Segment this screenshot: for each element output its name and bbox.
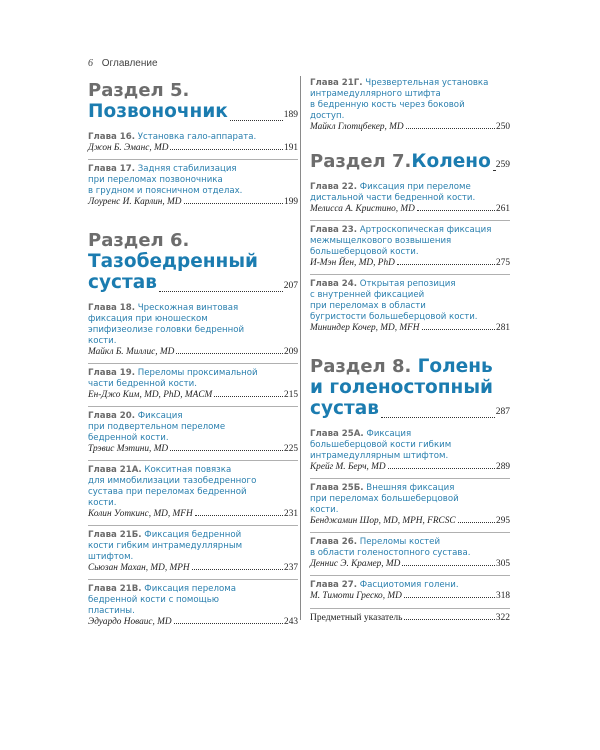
chapter-author: Крейг М. Берч, MD <box>310 462 386 472</box>
subject-index-page: 322 <box>495 613 510 623</box>
chapter-author-line <box>310 258 510 269</box>
chapter-number: Глава 21Б. <box>88 530 142 540</box>
dot-leader <box>184 203 284 204</box>
chapter-author: Деннис Э. Крамер, MD <box>310 559 401 569</box>
chapter-entry <box>88 132 298 154</box>
chapter-title-line: Глава 19. Переломы проксимальной <box>88 368 258 378</box>
section-title-line <box>88 101 298 126</box>
section-heading <box>310 151 510 176</box>
chapter-title-line: в грудном и поясничном отделах. <box>88 186 243 196</box>
chapter-page: 191 <box>284 143 298 153</box>
chapter-page: 305 <box>496 559 510 569</box>
chapter-author-line <box>310 591 510 602</box>
chapter-entry <box>88 159 298 208</box>
toc-right-column <box>310 74 510 624</box>
dot-leader <box>417 210 495 211</box>
chapter-author: И-Мэн Йен, MD, PhD <box>310 258 395 268</box>
chapter-title-line: Глава 21В. Фиксация перелома <box>88 584 236 594</box>
chapter-title-line: доступ. <box>310 111 345 121</box>
chapter-page: 243 <box>284 617 298 627</box>
chapter-number: Глава 27. <box>310 580 358 590</box>
section-heading <box>310 356 510 423</box>
chapter-author: Мелисса А. Кристино, MD <box>310 204 415 214</box>
chapter-title-line: большеберцовой кости гибким <box>310 440 452 450</box>
chapter-number: Глава 25Б. <box>310 483 364 493</box>
dot-leader <box>159 290 283 292</box>
dot-leader <box>404 597 495 598</box>
chapter-page: 281 <box>496 323 510 333</box>
chapter-author-line <box>88 390 298 401</box>
chapter-title-line: кости. <box>310 505 339 515</box>
chapter-page: 275 <box>496 258 510 268</box>
dot-leader <box>214 396 283 397</box>
chapter-entry <box>310 575 510 602</box>
dot-leader <box>170 450 283 451</box>
chapter-page: 237 <box>284 563 298 573</box>
chapter-title-line: с внутренней фиксацией <box>310 290 425 300</box>
chapter-author: Лоуренс И. Карлин, MD <box>88 197 182 207</box>
chapter-title-line: в области голеностопного сустава. <box>310 548 471 558</box>
chapter-title-line: Глава 20. Фиксация <box>88 411 183 421</box>
chapter-page: 261 <box>496 204 510 214</box>
dot-leader <box>458 522 495 523</box>
chapter-page: 225 <box>284 444 298 454</box>
chapter-title-line: бедренной кости. <box>88 433 169 443</box>
chapter-author-line <box>88 197 298 208</box>
chapter-author: М. Тимоти Греско, MD <box>310 591 402 601</box>
dot-leader <box>176 353 283 354</box>
chapter-title-line: части бедренной кости. <box>88 379 197 389</box>
chapter-title-line: бугристости большеберцовой кости. <box>310 312 478 322</box>
chapter-number: Глава 20. <box>88 411 136 421</box>
chapter-title-line: при переломах в области <box>310 301 426 311</box>
chapter-title-line: Глава 21Г. Чрезвертельная установка <box>310 78 489 88</box>
chapter-author: Трэвис Мэтини, MD <box>88 444 169 454</box>
chapter-author: Джон Б. Эманс, MD <box>88 143 169 153</box>
section-title-line <box>310 356 510 377</box>
chapter-title-line: Глава 23. Артроскопическая фиксация <box>310 225 492 235</box>
dot-leader <box>230 119 283 121</box>
chapter-title-line: межмыщелкового возвышения <box>310 236 452 246</box>
section-heading <box>88 80 298 126</box>
chapter-author: Ен-Джо Ким, MD, PhD, MACM <box>88 390 213 400</box>
section-page: 287 <box>495 407 510 417</box>
chapter-author-line <box>88 444 298 455</box>
chapter-author-line <box>310 122 510 133</box>
chapter-title-line: Глава 16. Установка гало-аппарата. <box>88 132 257 142</box>
chapter-title-line: при переломах большеберцовой <box>310 494 459 504</box>
section-title: Позвоночник <box>88 101 228 122</box>
chapter-number: Глава 25А. <box>310 429 364 439</box>
chapter-title-line: дистальной части бедренной кости. <box>310 193 476 203</box>
section-title: сустав <box>310 398 379 419</box>
chapter-page: 289 <box>496 462 510 472</box>
chapter-author: Эдуардо Новаис, MD <box>88 617 172 627</box>
chapter-title-line: эпифизеолизе головки бедренной <box>88 325 245 335</box>
toc-left-column <box>88 74 298 628</box>
dot-leader <box>381 416 495 418</box>
chapter-number: Глава 24. <box>310 279 358 289</box>
chapter-entry <box>88 460 298 520</box>
dot-leader <box>170 149 283 150</box>
chapter-title-line: кости. <box>88 498 117 508</box>
chapter-number: Глава 23. <box>310 225 358 235</box>
section-label: Раздел 6. <box>88 230 190 251</box>
chapter-entry <box>310 478 510 527</box>
chapter-title-line: при переломах позвоночника <box>88 175 223 185</box>
chapter-title-line: пластины. <box>88 606 135 616</box>
chapter-page: 318 <box>496 591 510 601</box>
section-heading <box>88 230 298 297</box>
dot-leader <box>404 619 494 620</box>
chapter-number: Глава 19. <box>88 368 136 378</box>
chapter-entry <box>310 78 510 133</box>
chapter-number: Глава 21Г. <box>310 78 363 88</box>
dot-leader <box>493 169 495 171</box>
chapter-number: Глава 21А. <box>88 465 142 475</box>
chapter-number: Глава 18. <box>88 303 136 313</box>
chapter-entry <box>88 579 298 628</box>
chapter-title-line: кости гибким интрамедуллярным <box>88 541 243 551</box>
dot-leader <box>388 468 495 469</box>
section-label: Раздел 8. <box>310 356 418 377</box>
section-title: Колено <box>411 151 491 172</box>
section-title-line <box>88 272 298 297</box>
dot-leader <box>422 329 496 330</box>
chapter-entry <box>88 406 298 455</box>
subject-index-label: Предметный указатель <box>310 613 403 623</box>
section-title: Голень <box>417 356 493 377</box>
chapter-author: Майкл Глотцбекер, MD <box>310 122 404 132</box>
section-page: 189 <box>283 110 298 120</box>
section-title-line <box>88 251 298 272</box>
chapter-author: Мининдер Кочер, MD, MFH <box>310 323 420 333</box>
chapter-author: Майкл Б. Миллис, MD <box>88 347 175 357</box>
chapter-title-line: Глава 18. Чрескожная винтовая <box>88 303 239 313</box>
chapter-page: 215 <box>284 390 298 400</box>
dot-leader <box>192 569 283 570</box>
section-label: Раздел 5. <box>88 80 190 101</box>
chapter-number: Глава 22. <box>310 182 358 192</box>
chapter-page: 199 <box>284 197 298 207</box>
chapter-title-line: Глава 27. Фасциотомия голени. <box>310 580 459 590</box>
dot-leader <box>397 264 495 265</box>
section-page: 259 <box>495 160 510 170</box>
dot-leader <box>402 565 495 566</box>
chapter-title-line: Глава 17. Задняя стабилизация <box>88 164 237 174</box>
chapter-entry <box>310 182 510 215</box>
chapter-author: Бенджамин Шор, MD, MPH, FRCSC <box>310 516 456 526</box>
section-title-line <box>310 377 510 398</box>
chapter-page: 250 <box>496 122 510 132</box>
chapter-title-line: Глава 25А. Фиксация <box>310 429 412 439</box>
chapter-number: Глава 17. <box>88 164 136 174</box>
dot-leader <box>195 515 283 516</box>
chapter-title-line: при подвертельном переломе <box>88 422 226 432</box>
chapter-page: 209 <box>284 347 298 357</box>
chapter-author-line <box>310 462 510 473</box>
section-title-line <box>310 398 510 423</box>
chapter-title-line: сустава при переломах бедренной <box>88 487 247 497</box>
dot-leader <box>174 623 283 624</box>
column-divider <box>300 76 301 620</box>
chapter-entry <box>310 429 510 473</box>
chapter-title-line: большеберцовой кости. <box>310 247 419 257</box>
chapter-number: Глава 21В. <box>88 584 142 594</box>
chapter-title-line: Глава 21Б. Фиксация бедренной <box>88 530 242 540</box>
chapter-author-line <box>88 143 298 154</box>
chapter-title-line: интрамедуллярным штифтом. <box>310 451 449 461</box>
chapter-author-line <box>88 347 298 358</box>
chapter-title-line: бедренной кости с помощью <box>88 595 220 605</box>
chapter-page: 231 <box>284 509 298 519</box>
chapter-entry <box>88 525 298 574</box>
chapter-entry <box>88 303 298 358</box>
section-label: Раздел 7. <box>310 151 412 172</box>
chapter-author-line <box>88 509 298 520</box>
chapter-title-line: Глава 24. Открытая репозиция <box>310 279 456 289</box>
chapter-title-line: фиксация при юношеском <box>88 314 208 324</box>
chapter-title-line: интрамедуллярного штифта <box>310 89 441 99</box>
section-page: 207 <box>283 281 298 291</box>
section-title: и голеностопный <box>310 377 494 398</box>
chapter-author-line <box>88 563 298 574</box>
section-title: сустав <box>88 272 157 293</box>
chapter-title-line: штифтом. <box>88 552 134 562</box>
chapter-title-line: Глава 25Б. Внешняя фиксация <box>310 483 455 493</box>
chapter-title-line: Глава 22. Фиксация при переломе <box>310 182 471 192</box>
chapter-entry <box>88 363 298 401</box>
chapter-number: Глава 26. <box>310 537 358 547</box>
chapter-author-line <box>310 516 510 527</box>
chapter-page: 295 <box>496 516 510 526</box>
section-title-line <box>310 151 510 176</box>
chapter-title-line: Глава 21А. Кокситная повязка <box>88 465 232 475</box>
chapter-title-line: Глава 26. Переломы костей <box>310 537 441 547</box>
chapter-entry <box>310 274 510 334</box>
chapter-author-line <box>310 323 510 334</box>
header-title: Оглавление <box>101 58 158 69</box>
chapter-author-line <box>88 617 298 628</box>
chapter-entry <box>310 220 510 269</box>
chapter-number: Глава 16. <box>88 132 136 142</box>
chapter-title-line: в бедренную кость через боковой <box>310 100 465 110</box>
chapter-author: Колин Уоткинс, MD, MFH <box>88 509 193 519</box>
chapter-title-line: для иммобилизации тазобедренного <box>88 476 257 486</box>
subject-index-line <box>310 608 510 624</box>
chapter-entry <box>310 532 510 570</box>
page-number: 6 <box>88 58 93 69</box>
section-title: Тазобедренный <box>88 251 259 272</box>
page-header <box>88 58 158 69</box>
chapter-author: Сьюзан Махан, MD, MPH <box>88 563 190 573</box>
chapter-author-line <box>310 204 510 215</box>
chapter-author-line <box>310 559 510 570</box>
dot-leader <box>406 128 495 129</box>
chapter-title-line: кости. <box>88 336 117 346</box>
